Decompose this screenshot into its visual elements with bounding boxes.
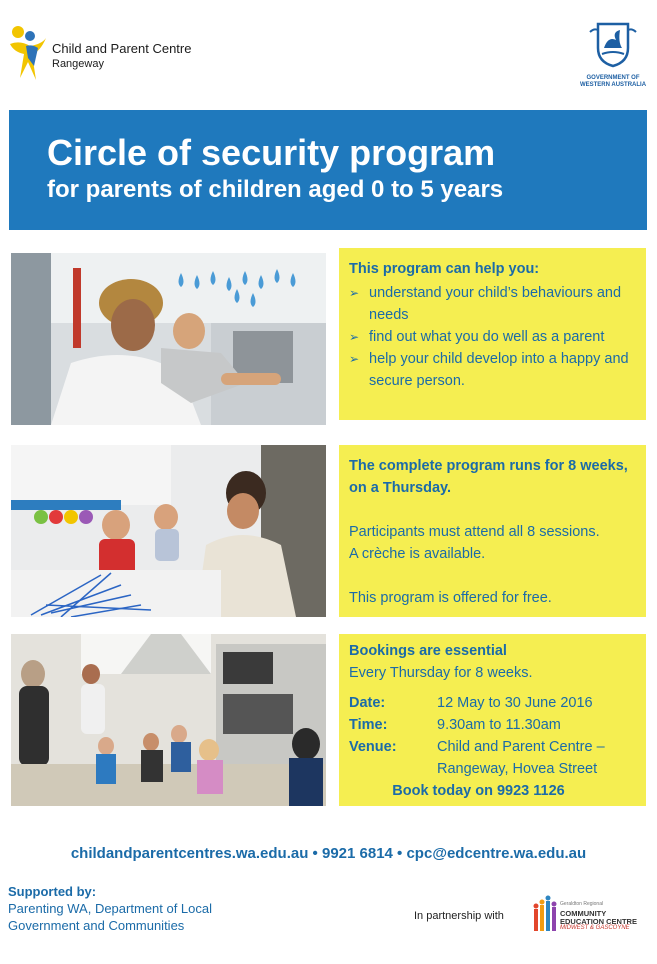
venue-line1: Child and Parent Centre – xyxy=(437,739,605,755)
benefits-list xyxy=(349,282,638,392)
gov-line1: GOVERNMENT OF xyxy=(586,75,640,81)
contact-line: childandparentcentres.wa.edu.au • 9921 6814 • cpc@edcentre.wa.edu.au xyxy=(70,845,587,862)
partner-line4: MIDWEST & GASCOYNE xyxy=(560,925,630,931)
list-item: ➢ help your child develop into a happy and secure person. xyxy=(349,348,638,392)
venue-row xyxy=(349,736,638,758)
partner-line3: EDUCATION CENTRE xyxy=(560,917,637,926)
time-label: Time: xyxy=(349,717,388,733)
creche-text: A crèche is available. xyxy=(349,546,486,562)
arrow-bullet-icon: ➢ xyxy=(349,286,360,300)
partner-line1: Geraldton Regional xyxy=(560,901,604,907)
cpc-logo xyxy=(8,22,218,84)
date-value: 12 May to 30 June 2016 xyxy=(437,695,593,711)
photo-crafts-activity xyxy=(11,445,326,617)
partnership-text: In partnership with xyxy=(414,910,504,922)
time-value: 9.30am to 11.30am xyxy=(437,717,561,733)
photo-parent-and-child xyxy=(11,253,326,425)
attendance-text: Participants must attend all 8 sessions. xyxy=(349,524,600,540)
supported-line2: Government and Communities xyxy=(8,918,185,933)
page-subtitle: for parents of children aged 0 to 5 years xyxy=(47,176,504,203)
supported-by xyxy=(8,883,212,934)
photo-group-session xyxy=(11,634,326,806)
supported-line1: Parenting WA, Department of Local xyxy=(8,901,213,916)
supported-heading: Supported by: xyxy=(8,884,97,899)
page-title: Circle of security program xyxy=(47,132,496,173)
list-item: ➢ find out what you do well as a parent xyxy=(349,326,638,348)
date-label: Date: xyxy=(349,695,386,711)
people-figures-icon xyxy=(532,895,560,935)
family-figure-icon xyxy=(8,22,48,84)
coat-of-arms-icon xyxy=(586,18,640,68)
centre-location: Rangeway xyxy=(52,58,104,70)
booking-phone: Book today on 9923 1126 xyxy=(392,783,565,799)
gov-line2: WESTERN AUSTRALIA xyxy=(579,82,647,88)
centre-name: Child and Parent Centre xyxy=(52,41,192,56)
bookings-subheading: Every Thursday for 8 weeks. xyxy=(349,665,533,681)
benefits-box xyxy=(339,248,646,420)
partner-line2: COMMUNITY xyxy=(560,909,607,918)
venue-row-2 xyxy=(349,758,638,780)
bookings-heading: Bookings are essential xyxy=(349,643,507,659)
time-row xyxy=(349,714,638,736)
arrow-bullet-icon: ➢ xyxy=(349,330,360,344)
benefits-heading: This program can help you: xyxy=(349,261,540,277)
wa-government-logo xyxy=(578,18,648,90)
program-duration-heading: The complete program runs for 8 weeks, on a Thursday. xyxy=(349,458,628,496)
arrow-bullet-icon: ➢ xyxy=(349,352,360,366)
date-row xyxy=(349,692,638,714)
community-education-centre-logo xyxy=(532,895,647,935)
venue-label: Venue: xyxy=(349,739,397,755)
program-details-box xyxy=(339,445,646,617)
booking-details-box xyxy=(339,634,646,806)
title-banner xyxy=(9,110,647,230)
venue-line2: Rangeway, Hovea Street xyxy=(437,761,598,777)
free-text: This program is offered for free. xyxy=(349,590,552,606)
list-item: ➢ understand your child’s behaviours and needs xyxy=(349,282,638,326)
